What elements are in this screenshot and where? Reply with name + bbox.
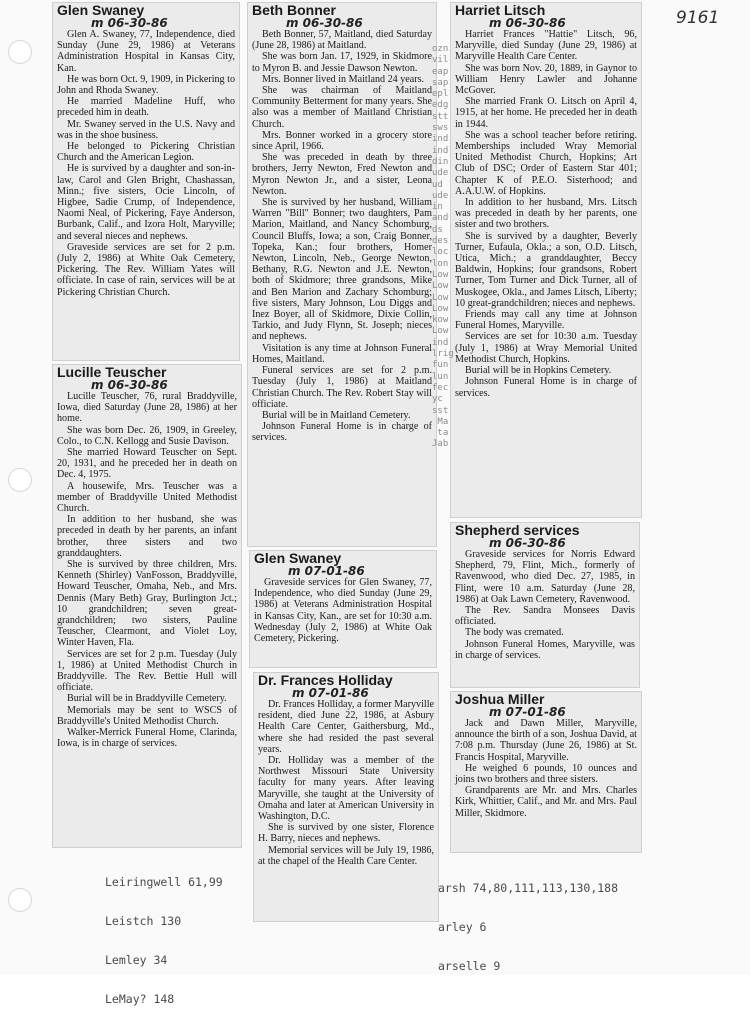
clipping-paragraph: She was preceded in death by three brothers, Jerry Newton, Fred Newton and Myron Newton Jr., and a sister, Leona Newton. — [252, 152, 432, 197]
clipping-paragraph: Visitation is any time at Johnson Funeral Homes, Maitland. — [252, 342, 432, 365]
clipping-paragraph: Burial will be in Hopkins Cemetery. — [465, 365, 612, 377]
clipping-paragraph: She is survived by one sister, Florence H. Barry, nieces and nephews. — [258, 822, 434, 845]
clipping-paragraph: He weighed 6 pounds, 10 ounces and joins two brothers and three sisters. — [455, 762, 637, 786]
clipping-paragraph: Mr. Swaney served in the U.S. Navy and was in the shoe business. — [57, 118, 235, 141]
handwritten-date: m 06-30-86 — [286, 16, 363, 30]
index-stamp-line: arley 6 — [438, 920, 487, 934]
obituary-clipping-lucille-teuscher — [52, 364, 242, 848]
birth-clipping-joshua-miller — [450, 691, 642, 853]
clipping-paragraph: She is survived by three children, Mrs. Kenneth (Shirley) VanFosson, Braddyville, Howard Teuscher, Omaha, Neb., and Mrs. Dennis (Mary Beth) Gray, Burlington Jct.; 10 grandchildren; seven great-grandchildren; two sisters, Pauline Teuscher, Clearmont, and Violet Loy, Winter Haven, Fla. — [57, 559, 237, 649]
clipping-paragraph: Services are set for 10:30 a.m. Tuesday (July 1, 1986) at Wray Memorial United Methodist Church, Hopkins. — [455, 331, 637, 365]
page-number: 9161 — [676, 8, 720, 28]
clipping-paragraph: Glen A. Swaney, 77, Independence, died Sunday (June 29, 1986) at Veterans Administration Hospital in Kansas City, Kan. — [57, 29, 235, 74]
clipping-paragraph: Funeral services are set for 2 p.m. Tuesday (July 1, 1986) at Maitland Christian Church. The Rev. Robert Stay will officiate. — [252, 365, 432, 410]
clipping-title: Joshua Miller — [455, 691, 545, 707]
clipping-paragraph: Graveside services for Norris Edward Shepherd, 79, Flint, Mich., formerly of Ravenwood, who died Dec. 27, 1985, in Flint, were 10 a.m. Saturday (June 28, 1986) at Oak Lawn Cemetery, Ravenwood. — [455, 549, 635, 605]
punch-hole — [8, 888, 32, 912]
clipping-paragraph: In addition to her husband, Mrs. Litsch was preceded in death by her parents, one sister and two brothers. — [455, 197, 637, 231]
obituary-clipping-glen-swaney-graveside — [249, 550, 437, 668]
punch-hole — [8, 40, 32, 64]
clipping-paragraph: Burial will be in Braddyville Cemetery. — [67, 693, 227, 705]
clipping-paragraph: She was born Dec. 26, 1909, in Greeley, Colo., to C.N. Kellogg and Susie Davison. — [57, 424, 237, 447]
handwritten-date: m 06-30-86 — [91, 16, 168, 30]
clipping-paragraph: A housewife, Mrs. Teuscher was a member of Braddyville United Methodist Church. — [57, 480, 237, 515]
clipping-paragraph: Services are set for 2 p.m. Tuesday (July 1, 1986) at United Methodist Church in Braddyville. The Rev. Bettie Hull will officiate. — [57, 648, 237, 694]
obituary-clipping-beth-bonner — [247, 2, 437, 547]
index-stamp-line: Leistch 130 — [105, 914, 182, 928]
obituary-clipping-shepherd-services — [450, 522, 640, 688]
clipping-paragraph: Walker-Merrick Funeral Home, Clarinda, Iowa, is in charge of services. — [57, 727, 237, 750]
handwritten-date: m 06-30-86 — [91, 378, 168, 392]
clipping-headline — [57, 3, 235, 29]
clipping-paragraph: Graveside services are set for 2 p.m. (July 2, 1986) at White Oak Cemetery, Pickering. The Rev. William Yates will officiate. In case of rain, services will be at Pickering Christian Church. — [57, 241, 235, 298]
clipping-headline — [57, 365, 237, 391]
clipping-paragraph: She is survived by her husband, William Warren "Bill" Bonner; two daughters, Pam Marion, Maitland, and Nancy Schomburg, Council Bluffs, Iowa; a son, Craig Bonner, Topeka, Kan.; four brothers, Homer Newton, Lincoln, Neb., George Newton, Bethany, R.G. Newton and J.E. Newton, both of Skidmore; three grandsons, Mike and Ben Marion and Zachary Schomburg; five sisters, Mary Johnson, Lou Diggs and Inez Boyer, all of Skidmore, Dixie Collin, Tarkio, and Judy Flynn, St. Joseph; nieces and nephews. — [252, 197, 432, 343]
clipping-paragraph: Memorial services will be July 19, 1986, at the chapel of the Health Care Center. — [258, 844, 434, 867]
index-stamp-left — [105, 850, 223, 1032]
obituary-clipping-glen-swaney — [52, 2, 240, 361]
clipping-paragraph: Dr. Frances Holliday, a former Maryville resident, died June 22, 1986, at Asbury Health Care Center, Gaithersburg, Md., where she had resided the past several years. — [258, 699, 434, 755]
clipping-paragraph: She was chairman of Maitland Community Betterment for many years. She also was a member of Maitland Christian Church. — [252, 85, 432, 130]
index-stamp-line: Leiringwell 61,99 — [105, 875, 223, 889]
handwritten-date: m 07-01-86 — [292, 686, 369, 700]
index-stamp-line: LeMay? 148 — [105, 992, 175, 1006]
clipping-paragraph: Graveside services for Glen Swaney, 77, Independence, who died Sunday (June 29, 1986) at Veterans Administration Hospital in Kansas City, Kan., are set for 10:30 a.m. Wednesday (July 2, 1986) at White Oak Cemetery, Pickering. — [254, 577, 432, 645]
clipping-paragraph: He was born Oct. 9, 1909, in Pickering to John and Rhoda Swaney. — [57, 73, 235, 97]
clipping-headline — [258, 673, 434, 699]
clipping-paragraph: Beth Bonner, 57, Maitland, died Saturday (June 28, 1986) at Maitland. — [252, 29, 432, 52]
obituary-clipping-harriet-litsch — [450, 2, 642, 518]
bleed-through-column: ozn vil eap sap epl edg stt sws ind ind din ude ud ude in and ds des loc lon Low Low Low Low kow Low ind lrig fun lun fec yc sst Ma ta Jab — [432, 44, 454, 450]
clipping-title: Glen Swaney — [254, 550, 342, 566]
clipping-paragraph: Johnson Funeral Home is in charge of services. — [455, 376, 637, 399]
clipping-paragraph: Lucille Teuscher, 76, rural Braddyville, Iowa, died Saturday (June 28, 1986) at her home. — [57, 391, 237, 425]
clipping-paragraph: She was born Jan. 17, 1929, in Skidmore to Myron B. and Jessie Dawson Newton. — [252, 51, 432, 74]
clipping-paragraph: Friends may call any time at Johnson Funeral Homes, Maryville. — [455, 309, 637, 332]
clipping-headline — [455, 3, 637, 29]
clipping-paragraph: She is survived by a daughter, Beverly Turner, Eufaula, Okla.; a son, O.D. Litsch, Utica, Mich.; a granddaughter, Beccy Baldwin, Hopkins; four grandsons, Robert Turner, Tom Turner and Dick Turner, all of Muskogee, Okla., and James Litsch, Liberty; 10 great-grandchildren; nieces and nephews. — [455, 230, 637, 309]
clipping-paragraph: Mrs. Bonner lived in Maitland 24 years. — [262, 73, 425, 85]
clipping-headline — [455, 692, 637, 718]
obituary-clipping-frances-holliday — [253, 672, 439, 922]
clipping-paragraph: He belonged to Pickering Christian Church and the American Legion. — [57, 141, 235, 164]
handwritten-date: m 06-30-86 — [489, 536, 566, 550]
clipping-paragraph: Jack and Dawn Miller, Maryville, announce the birth of a son, Joshua David, at 7:08 p.m. Thursday (June 26, 1986) at St. Francis Hospital, Maryville. — [455, 718, 637, 763]
clipping-paragraph: She was a school teacher before retiring. Memberships included Wray Memorial United Methodist Church, Hopkins; Art Club of DSC; Order of Eastern Star 401; Chapter K of P.E.O. Sisterhood; and A.A.U.W. of Hopkins. — [455, 129, 637, 197]
index-stamp-line: Lemley 34 — [105, 953, 168, 967]
index-stamp-line: arsh 74,80,111,113,130,188 — [438, 881, 619, 895]
clipping-title: Beth Bonner — [252, 2, 336, 18]
clipping-paragraph: Grandparents are Mr. and Mrs. Charles Kirk, Whittier, Calif., and Mr. and Mrs. Paul Miller, Skidmore. — [455, 785, 637, 819]
punch-hole — [8, 468, 32, 492]
clipping-headline — [455, 523, 635, 549]
clipping-paragraph: Harriet Frances "Hattie" Litsch, 96, Maryville, died Sunday (June 29, 1986) at Maryville Health Care Center. — [455, 29, 637, 63]
clipping-paragraph: Mrs. Bonner worked in a grocery store since April, 1966. — [252, 129, 432, 153]
clipping-title: Glen Swaney — [57, 2, 145, 18]
clipping-paragraph: Dr. Holliday was a member of the Northwest Missouri State University faculty for many years. After leaving Maryville, she taught at the University of Omaha and later at American University in Washington, D.C. — [258, 755, 434, 823]
handwritten-date: m 07-01-86 — [489, 705, 566, 719]
clipping-paragraph: The body was cremated. — [465, 627, 564, 639]
clipping-paragraph: He married Madeline Huff, who preceded him in death. — [57, 96, 235, 119]
clipping-headline — [252, 3, 432, 29]
clipping-paragraph: The Rev. Sandra Monsees Davis officiated. — [455, 605, 635, 628]
clipping-title: Lucille Teuscher — [57, 364, 167, 380]
clipping-headline — [254, 551, 432, 577]
clipping-title: Dr. Frances Holliday — [258, 672, 393, 688]
clipping-paragraph: Burial will be in Maitland Cemetery. — [262, 409, 411, 421]
clipping-paragraph: She married Frank O. Litsch on April 4, 1915, at her home. He preceded her in death in 1944. — [455, 96, 637, 130]
clipping-paragraph: Johnson Funeral Homes, Maryville, was in charge of services. — [455, 638, 635, 661]
handwritten-date: m 06-30-86 — [489, 16, 566, 30]
clipping-paragraph: He is survived by a daughter and son-in-law, Carol and Glen Bright, Chashassan, Minn.; five sisters, Ocie Lincoln, of Higbee, Sadie Crump, of Independence, Naomi Neal, of Pickering, Faye Anderson, Burbank, Calif., and Izora Holt, Maryville; and several nieces and nephews. — [57, 163, 235, 242]
index-stamp-right — [438, 856, 618, 999]
clipping-paragraph: She married Howard Teuscher on Sept. 20, 1931, and he preceded her in death on Dec. 4, 1975. — [57, 447, 237, 481]
clipping-paragraph: In addition to her husband, she was preceded in death by her parents, an infant brother, three sisters and two granddaughters. — [57, 514, 237, 559]
clipping-paragraph: She was born Nov. 20, 1889, in Gaynor to William Henry Lawler and Johanne McGover. — [455, 62, 637, 97]
clipping-title: Harriet Litsch — [455, 2, 546, 18]
index-stamp-line: arselle 9 — [438, 959, 501, 973]
clipping-title: Shepherd services — [455, 522, 580, 538]
handwritten-date: m 07-01-86 — [288, 564, 365, 578]
clipping-paragraph: Memorials may be sent to WSCS of Braddyville's United Methodist Church. — [57, 704, 237, 727]
clipping-paragraph: Johnson Funeral Home is in charge of services. — [252, 421, 432, 444]
